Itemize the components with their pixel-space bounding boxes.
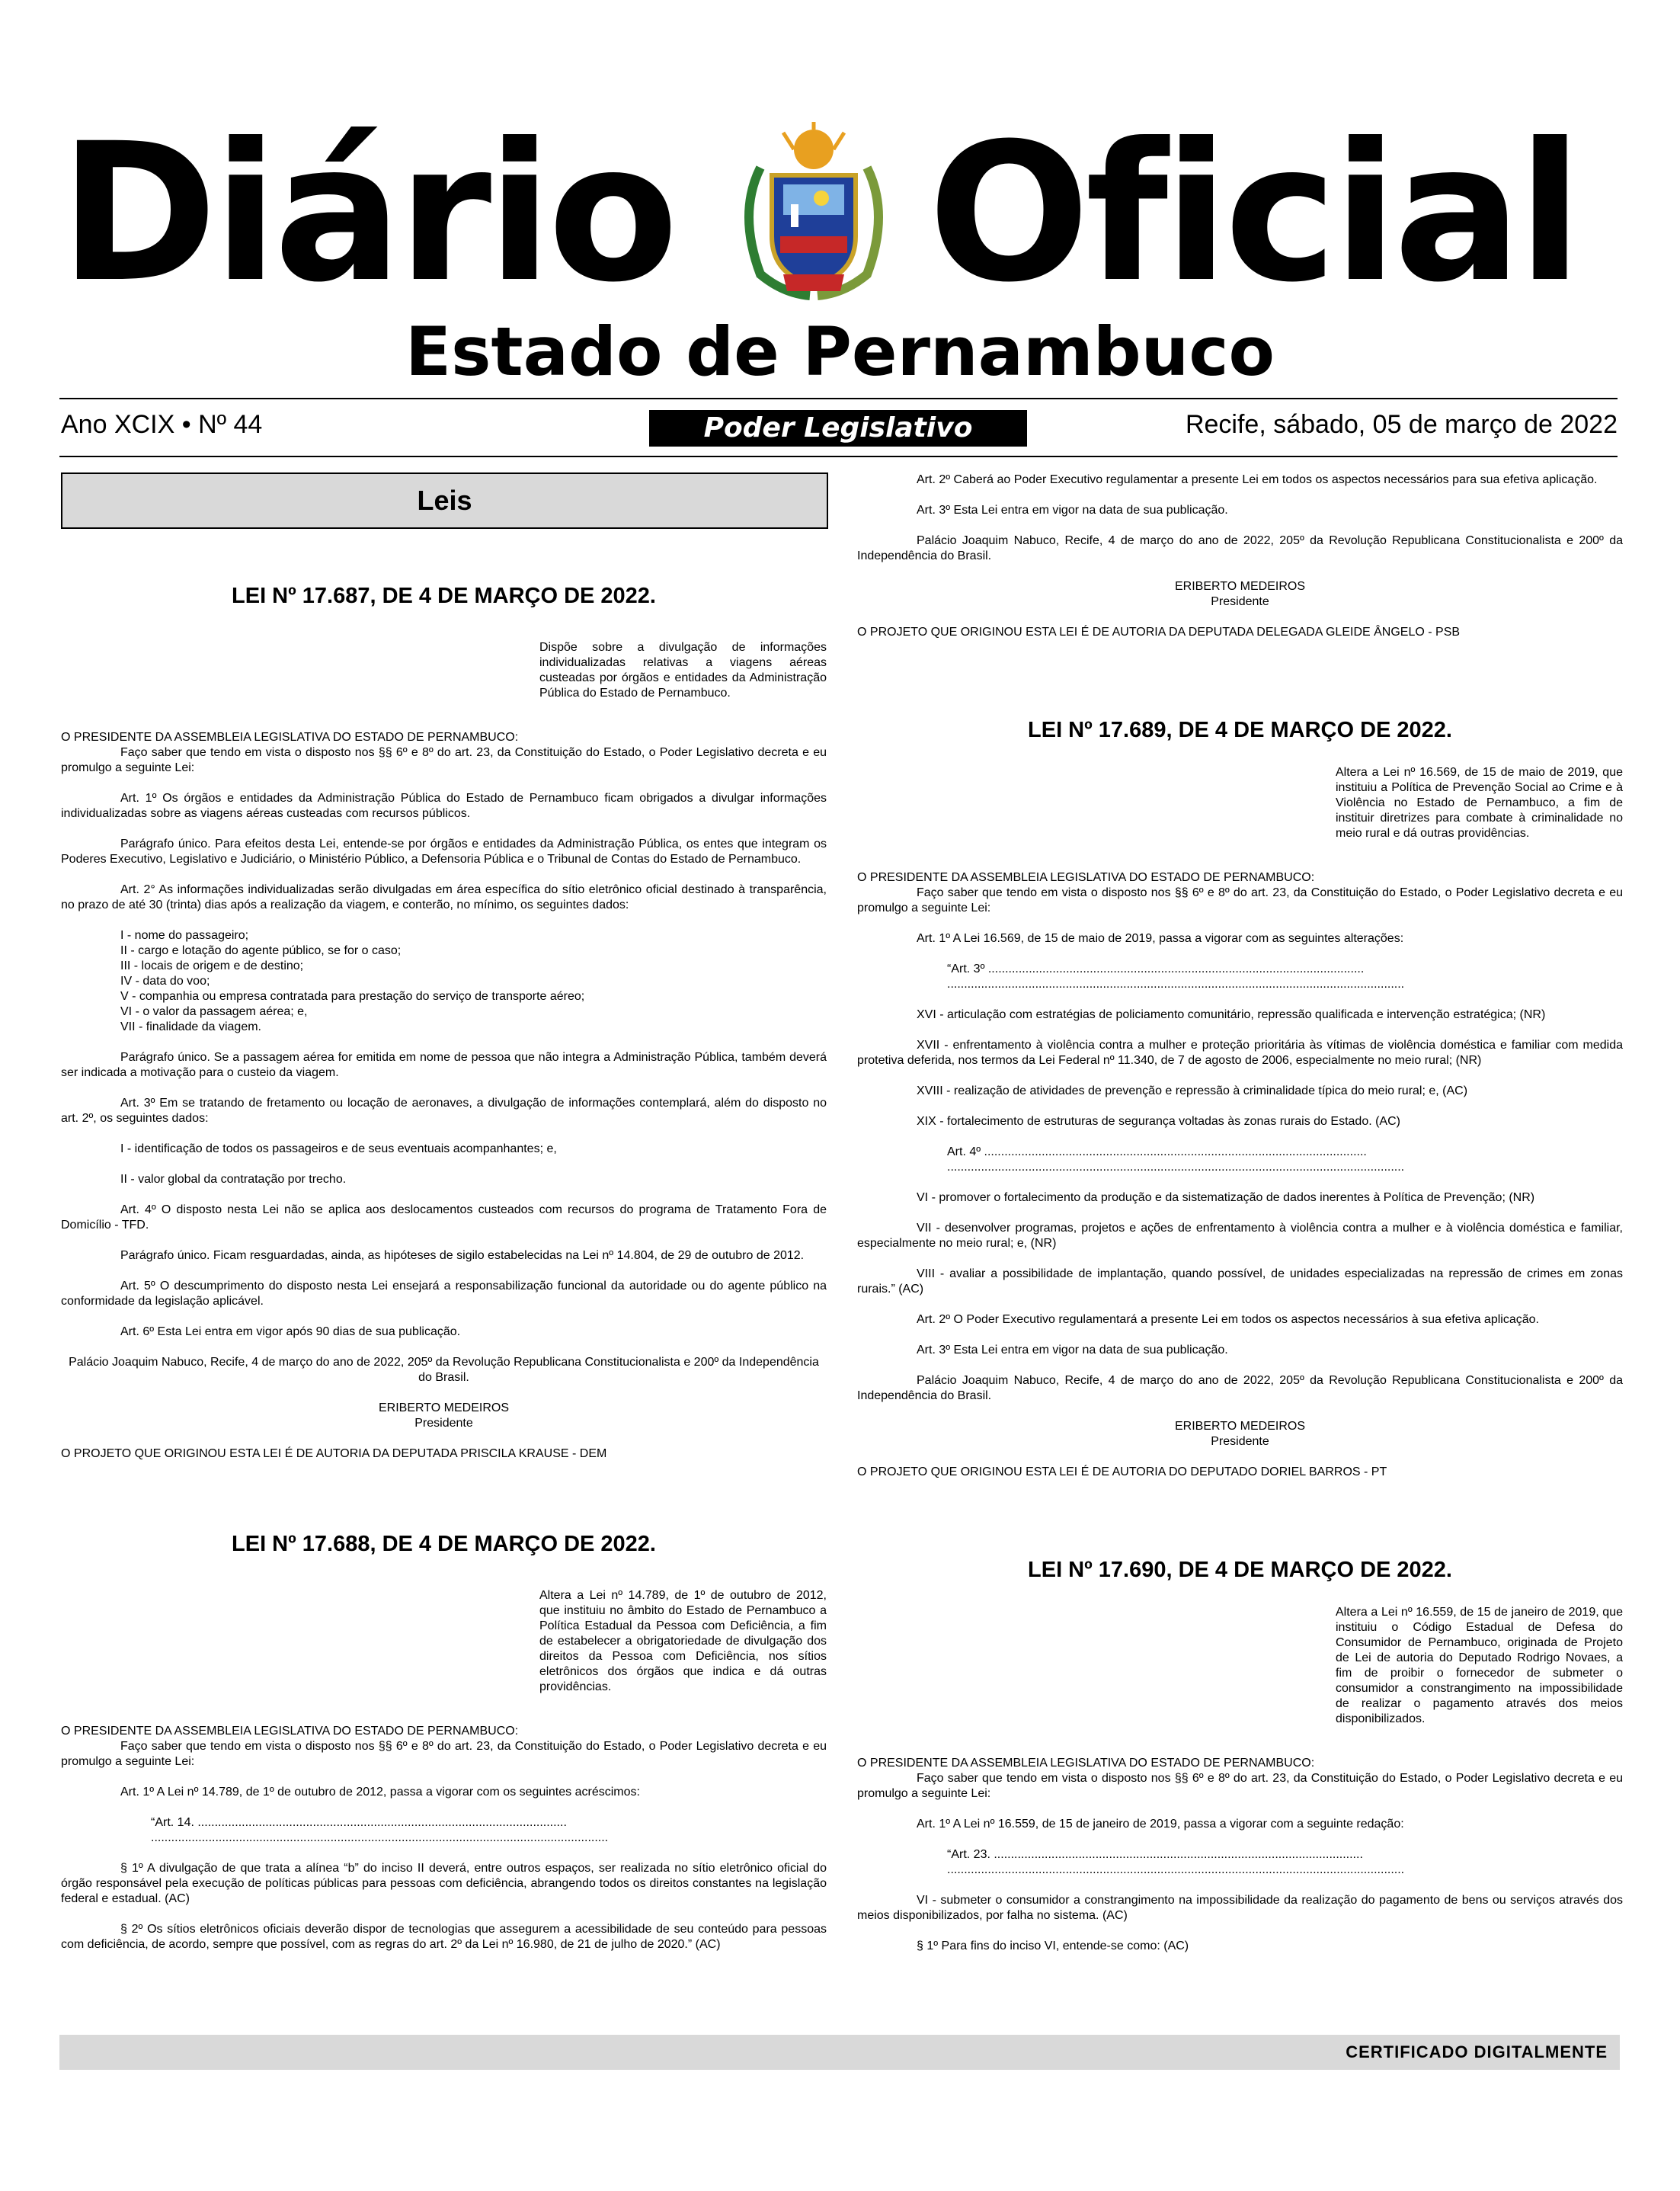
signer-name: ERIBERTO MEDEIROS <box>1175 1420 1305 1433</box>
quote-line: “Art. 3º ............................................................................................................... <box>947 963 1365 975</box>
branch-banner: Poder Legislativo <box>649 410 1027 447</box>
digital-certification-footer: CERTIFICADO DIGITALMENTE <box>59 2035 1620 2070</box>
article-item: VI - submeter o consumidor a constrangimento na impossibilidade da realização do pagamento de bens ou serviços através dos meios disponibilizados, por falha no sistema. (AC) <box>857 1894 1623 1922</box>
preamble-text: Faço saber que tendo em vista o disposto nos §§ 6º e 8º do art. 23, da Constituição do Estado, o Poder Legislativo decreta e eu promulgo a seguinte Lei: <box>61 1740 827 1768</box>
law-title: LEI Nº 17.687, DE 4 DE MARÇO DE 2022. <box>232 584 656 608</box>
authorship-note: O PROJETO QUE ORIGINOU ESTA LEI É DE AUTORIA DO DEPUTADO DORIEL BARROS - PT <box>857 1465 1387 1478</box>
preamble: O PRESIDENTE DA ASSEMBLEIA LEGISLATIVA DO ESTADO DE PERNAMBUCO: <box>61 731 519 744</box>
article: Art. 1º Os órgãos e entidades da Administração Pública do Estado de Pernambuco ficam obrigados a divulgar informações individualizadas sobre as viagens aéreas custeadas com recursos públicos. <box>61 792 827 820</box>
signer-role: Presidente <box>1211 595 1269 608</box>
authorship-note: O PROJETO QUE ORIGINOU ESTA LEI É DE AUTORIA DA DEPUTADA DELEGADA GLEIDE ÂNGELO - PSB <box>857 626 1461 639</box>
article-paragraph: Parágrafo único. Ficam resguardadas, ainda, as hipóteses de sigilo estabelecidas na Lei nº 14.804, de 29 de outubro de 2012. <box>120 1249 805 1262</box>
preamble-text: Faço saber que tendo em vista o disposto nos §§ 6º e 8º do art. 23, da Constituição do Estado, o Poder Legislativo decreta e eu promulgo a seguinte Lei: <box>61 746 827 774</box>
quote-line: “Art. 23. ............................................................................................................. <box>947 1848 1363 1861</box>
list-item: IV - data do voo; <box>120 975 210 988</box>
article-item: XIX - fortalecimento de estruturas de segurança voltadas às zonas rurais do Estado. (AC) <box>917 1115 1400 1128</box>
section-header: Leis <box>61 472 828 529</box>
list-item: II - cargo e lotação do agente público, se for o caso; <box>120 944 402 957</box>
signer-role: Presidente <box>1211 1435 1269 1448</box>
article-paragraph: Parágrafo único. Se a passagem aérea for emitida em nome de pessoa que não integra a Administração Pública, também deverá ser indicada a motivação para o custeio da viagem. <box>61 1051 827 1079</box>
article-item: II - valor global da contratação por trecho. <box>120 1173 347 1186</box>
article: Art. 1º A Lei 16.569, de 15 de maio de 2019, passa a vigorar com as seguintes alterações: <box>917 932 1404 945</box>
list-item: I - nome do passageiro; <box>120 929 249 942</box>
edition-number: Ano XCIX • Nº 44 <box>61 410 263 439</box>
quoted-article <box>151 1815 827 1846</box>
preamble-text: Faço saber que tendo em vista o disposto nos §§ 6º e 8º do art. 23, da Constituição do Estado, o Poder Legislativo decreta e eu promulgo a seguinte Lei: <box>857 1772 1623 1800</box>
article-item: VIII - avaliar a possibilidade de implantação, quando possível, de unidades especializadas na repressão de crimes em zonas rurais.” (AC) <box>857 1267 1623 1296</box>
issue-date: Recife, sábado, 05 de março de 2022 <box>1185 410 1618 439</box>
law-title: LEI Nº 17.690, DE 4 DE MARÇO DE 2022. <box>1028 1558 1452 1582</box>
quoted-article <box>947 962 1623 992</box>
masthead-subtitle: Estado de Pernambuco <box>405 312 1275 391</box>
right-column <box>857 472 1623 1969</box>
law-title: LEI Nº 17.689, DE 4 DE MARÇO DE 2022. <box>1028 718 1452 742</box>
article-paragraph: § 1º Para fins do inciso VI, entende-se como: (AC) <box>917 1940 1189 1952</box>
quote-line: ....................................................................................................................................... <box>947 1161 1405 1174</box>
law-summary: Altera a Lei nº 14.789, de 1º de outubro de 2012, que instituiu no âmbito do Estado de Pernambuco a Política Estadual da Pessoa com Deficiência, a fim de estabelecer a obrigatoriedade de divulgação dos direitos da Pessoa com Deficiência, nos sítios eletrônicos dos órgãos que indica e dá outras providências. <box>539 1589 827 1693</box>
quote-line: ....................................................................................................................................... <box>151 1831 609 1844</box>
article: Art. 2º Caberá ao Poder Executivo regulamentar a presente Lei em todos os aspectos necessários para sua efetiva aplicação. <box>917 473 1598 486</box>
place-and-date: Palácio Joaquim Nabuco, Recife, 4 de março do ano de 2022, 205º da Revolução Republicana Constitucionalista e 200º da Independência do Brasil. <box>857 1374 1623 1402</box>
article-item: VI - promover o fortalecimento da produção e da sistematização de dados inerentes à Política de Prevenção; (NR) <box>917 1191 1535 1204</box>
law-summary: Dispõe sobre a divulgação de informações individualizadas relativas a viagens aéreas custeadas por órgãos e entidades da Administração Pública do Estado de Pernambuco. <box>539 641 827 700</box>
quote-line: ....................................................................................................................................... <box>947 978 1405 991</box>
article-paragraph: § 1º A divulgação de que trata a alínea “b” do inciso II deverá, entre outros espaços, ser realizada no sítio eletrônico oficial do órgão responsável pela execução de políticas públicas para pessoas com deficiência, abrangendo todos os direitos constantes na legislação federal e estadual. (AC) <box>61 1862 827 1905</box>
law-summary: Altera a Lei nº 16.559, de 15 de janeiro de 2019, que instituiu o Código Estadual de Defesa do Consumidor de Pernambuco, originada de Projeto de Lei de autoria do Deputado Rodrigo Novaes, a fim de proibir o fornecedor de submeter o consumidor a constrangimento na impossibilidade de realizar o pagamento através dos meios disponibilizados. <box>1336 1606 1623 1725</box>
spacer <box>857 655 1623 716</box>
list-item: V - companhia ou empresa contratada para prestação do serviço de transporte aéreo; <box>120 990 585 1003</box>
article-paragraph: Parágrafo único. Para efeitos desta Lei, entende-se por órgãos e entidades da Administração Pública, os entes que integram os Poderes Executivo, Legislativo e Judiciário, o Ministério Público, a Defensoria Pública e o Tribunal de Contas do Estado de Pernambuco. <box>61 838 827 866</box>
article: Art. 3º Em se tratando de fretamento ou locação de aeronaves, a divulgação de informações contemplará, além do disposto no art. 2º, os seguintes dados: <box>61 1097 827 1125</box>
article: Art. 3º Esta Lei entra em vigor na data de sua publicação. <box>917 504 1228 517</box>
article-item: XVI - articulação com estratégias de policiamento comunitário, repressão qualificada e intervenção estratégica; (NR) <box>917 1008 1546 1021</box>
title-word-oficial: Oficial <box>928 102 1579 324</box>
article: Art. 3º Esta Lei entra em vigor na data de sua publicação. <box>917 1344 1228 1357</box>
title-word-diario: Diário <box>59 102 674 324</box>
pernambuco-coat-of-arms-icon <box>730 122 898 305</box>
article: Art. 5º O descumprimento do disposto nesta Lei ensejará a responsabilização funcional da autoridade ou do agente público na conformidade da legislação aplicável. <box>61 1280 827 1308</box>
authorship-note: O PROJETO QUE ORIGINOU ESTA LEI É DE AUTORIA DA DEPUTADA PRISCILA KRAUSE - DEM <box>61 1447 607 1460</box>
preamble: O PRESIDENTE DA ASSEMBLEIA LEGISLATIVA DO ESTADO DE PERNAMBUCO: <box>61 1725 519 1738</box>
signer-name: ERIBERTO MEDEIROS <box>379 1401 509 1414</box>
quote-line: “Art. 14. ............................................................................................................. <box>151 1816 567 1829</box>
article-item: XVIII - realização de atividades de prevenção e repressão à criminalidade típica do meio rural; e, (AC) <box>917 1084 1468 1097</box>
signer-role: Presidente <box>414 1417 473 1430</box>
list-item: VII - finalidade da viagem. <box>120 1020 261 1033</box>
article-item: I - identificação de todos os passageiros e de seus eventuais acompanhantes; e, <box>120 1142 557 1155</box>
article-paragraph: § 2º Os sítios eletrônicos oficiais deverão dispor de tecnologias que assegurem a acessibilidade de seu conteúdo para pessoas com deficiência, de acordo, sempre que possível, com as regras do art. 2º da Lei nº 16.980, de 21 de julho de 2020.” (AC) <box>61 1923 827 1951</box>
left-column <box>61 472 827 1968</box>
quoted-article <box>947 1847 1623 1878</box>
article: Art. 2º O Poder Executivo regulamentará a presente Lei em todos os aspectos necessários à sua efetiva aplicação. <box>917 1313 1539 1326</box>
article-item: VII - desenvolver programas, projetos e ações de enfrentamento à violência contra a mulher e à violência doméstica e familiar, especialmente no meio rural; e, (NR) <box>857 1222 1623 1250</box>
preamble: O PRESIDENTE DA ASSEMBLEIA LEGISLATIVA DO ESTADO DE PERNAMBUCO: <box>857 871 1315 884</box>
list-item: III - locais de origem e de destino; <box>120 959 304 972</box>
article: Art. 1º A Lei nº 14.789, de 1º de outubro de 2012, passa a vigorar com os seguintes acréscimos: <box>120 1786 640 1799</box>
article: Art. 1º A Lei nº 16.559, de 15 de janeiro de 2019, passa a vigorar com a seguinte redação: <box>917 1818 1404 1831</box>
law-summary: Altera a Lei nº 16.569, de 15 de maio de 2019, que instituiu a Política de Prevenção Social ao Crime e à Violência no Estado de Pernambuco, a fim de instituir diretrizes para combate à criminalidade no meio rural e dá outras providências. <box>1336 766 1623 840</box>
preamble-text: Faço saber que tendo em vista o disposto nos §§ 6º e 8º do art. 23, da Constituição do Estado, o Poder Legislativo decreta e eu promulgo a seguinte Lei: <box>857 886 1623 915</box>
law-title: LEI Nº 17.688, DE 4 DE MARÇO DE 2022. <box>232 1532 656 1556</box>
list-item: VI - o valor da passagem aérea; e, <box>120 1005 308 1018</box>
spacer <box>857 1495 1623 1556</box>
item-list <box>120 928 827 1035</box>
spacer <box>61 1477 827 1530</box>
place-and-date: Palácio Joaquim Nabuco, Recife, 4 de março do ano de 2022, 205º da Revolução Republicana Constitucionalista e 200º da Independência do Brasil. <box>69 1356 819 1384</box>
quote-line: ....................................................................................................................................... <box>947 1863 1405 1876</box>
place-and-date: Palácio Joaquim Nabuco, Recife, 4 de março do ano de 2022, 205º da Revolução Republicana Constitucionalista e 200º da Independência do Brasil. <box>857 534 1623 562</box>
article-item: XVII - enfrentamento à violência contra a mulher e proteção prioritária às vítimas de violência doméstica e familiar com medida protetiva deferida, nos termos da Lei Federal nº 11.340, de 7 de agosto de 2006, especialmente no meio rural; (NR) <box>857 1039 1623 1067</box>
signer-name: ERIBERTO MEDEIROS <box>1175 580 1305 593</box>
article: Art. 6º Esta Lei entra em vigor após 90 dias de sua publicação. <box>120 1325 461 1338</box>
article: Art. 4º O disposto nesta Lei não se aplica aos deslocamentos custeados com recursos do programa de Tratamento Fora de Domicílio - TFD. <box>61 1203 827 1232</box>
preamble: O PRESIDENTE DA ASSEMBLEIA LEGISLATIVA DO ESTADO DE PERNAMBUCO: <box>857 1757 1315 1770</box>
masthead <box>0 0 1680 465</box>
masthead-rule-top <box>59 398 1618 399</box>
article: Art. 2° As informações individualizadas serão divulgadas em área específica do sítio eletrônico oficial destinado à transparência, no prazo de até 30 (trinta) dias após a realização da viagem, e conterão, no mínimo, os seguintes dados: <box>61 883 827 911</box>
quote-line: Art. 4º ................................................................................................................. <box>947 1145 1367 1158</box>
masthead-rule-bottom <box>59 456 1618 457</box>
quoted-article <box>947 1145 1623 1175</box>
